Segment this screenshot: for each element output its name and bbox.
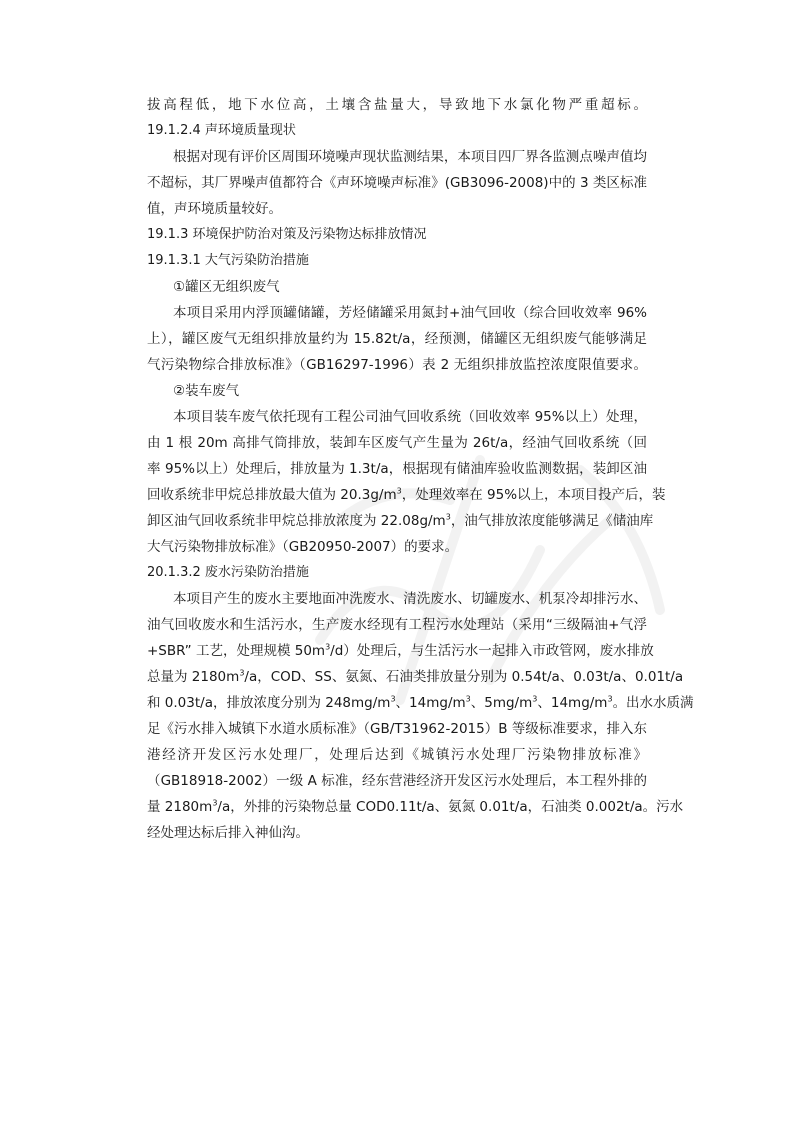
paragraph-line: 港经济开发区污水处理厂，处理后达到《城镇污水处理厂污染物排放标准》 xyxy=(147,747,647,763)
paragraph-line: 本项目产生的废水主要地面冲洗废水、清洗废水、切罐废水、机泵冷却排污水、 xyxy=(173,591,647,607)
section-heading-19-1-2-4: 19.1.2.4 声环境质量现状 xyxy=(147,123,296,138)
paragraph-line: 总量为 $2180m^3/a$，COD、SS、氨氮、石油类排放量分别为 0.54t/a、0.03t/a、0.01t/a xyxy=(147,668,684,685)
section-heading-19-1-3: 19.1.3 环境保护防治对策及污染物达标排放情况 xyxy=(147,227,427,242)
paragraph-line: 大气污染物排放标准》（GB20950-2007）的要求。 xyxy=(147,539,459,555)
paragraph-line: 本项目采用内浮顶罐储罐，芳烃储罐采用氮封+油气回收（综合回收效率 96% xyxy=(173,305,647,321)
paragraph-line: （GB18918-2002）一级 A 标准，经东营港经济开发区污水处理后，本工程外排的 xyxy=(147,773,647,789)
superscript-3: 3 xyxy=(239,668,245,678)
paragraph-line: 油气回收废水和生活污水，生产废水经现有工程污水处理站（采用“三级隔油+气浮 xyxy=(147,617,647,633)
superscript-3: 3 xyxy=(396,486,402,496)
paragraph-line: 本项目装车废气依托现有工程公司油气回收系统（回收效率 95%以上）处理， xyxy=(173,409,647,425)
superscript-3: 3 xyxy=(325,642,331,652)
paragraph-line: 上），罐区废气无组织排放量约为 15.82t/a，经预测，储罐区无组织废气能够满足 xyxy=(147,331,647,347)
paragraph-line: 和 0.03t/a，排放浓度分别为 $248mg/m^3$、$14mg/m^3$、$5mg/m^3$、$14mg/m^3$。出水水质满 xyxy=(147,694,694,711)
paragraph-line: 卸区油气回收系统非甲烷总排放浓度为 $22.08g/m^3$，油气排放浓度能够满足《储油库 xyxy=(147,512,654,529)
document-body xyxy=(147,92,694,846)
paragraph-line: 根据对现有评价区周围环境噪声现状监测结果，本项目四厂界各监测点噪声值均 xyxy=(173,149,647,165)
subheading-tank-area: ①罐区无组织废气 xyxy=(173,279,280,295)
superscript-3: 3 xyxy=(445,512,451,522)
paragraph-line: 拔高程低，地下水位高，土壤含盐量大，导致地下水氯化物严重超标。 xyxy=(147,97,647,113)
paragraph-line: 气污染物综合排放标准》（GB16297-1996）表 2 无组织排放监控浓度限值要求。 xyxy=(147,357,647,373)
paragraph-line: 值，声环境质量较好。 xyxy=(147,201,282,217)
paragraph-line: 经处理达标后排入神仙沟。 xyxy=(147,825,309,841)
paragraph-line: 回收系统非甲烷总排放最大值为 $20.3g/m^3$，处理效率在 95%以上，本项目投产后，装 xyxy=(147,486,666,503)
paragraph-line: 率 95%以上）处理后，排放量为 1.3t/a，根据现有储油库验收监测数据，装卸区油 xyxy=(147,461,647,477)
section-heading-19-1-3-1: 19.1.3.1 大气污染防治措施 xyxy=(147,253,309,268)
paragraph-line: 量 $2180m^3/a$，外排的污染物总量 COD0.11t/a、氨氮 0.01t/a，石油类 0.002t/a。污水 xyxy=(147,798,684,815)
paragraph-line: 不超标，其厂界噪声值都符合《声环境噪声标准》(GB3096-2008)中的 3 类区标准 xyxy=(147,175,647,191)
paragraph-line: 由 1 根 20m 高排气筒排放，装卸车区废气产生量为 26t/a，经油气回收系统（回 xyxy=(147,435,647,451)
subheading-loading: ②装车废气 xyxy=(173,383,240,399)
section-heading-20-1-3-2: 20.1.3.2 废水污染防治措施 xyxy=(147,565,309,580)
paragraph-line: 足《污水排入城镇下水道水质标准》（GB/T31962-2015）B 等级标准要求，排入东 xyxy=(147,721,647,737)
paragraph-line: +SBR” 工艺，处理规模 $50m^3/d$）处理后，与生活污水一起排入市政管网，废水排放 xyxy=(147,642,654,659)
